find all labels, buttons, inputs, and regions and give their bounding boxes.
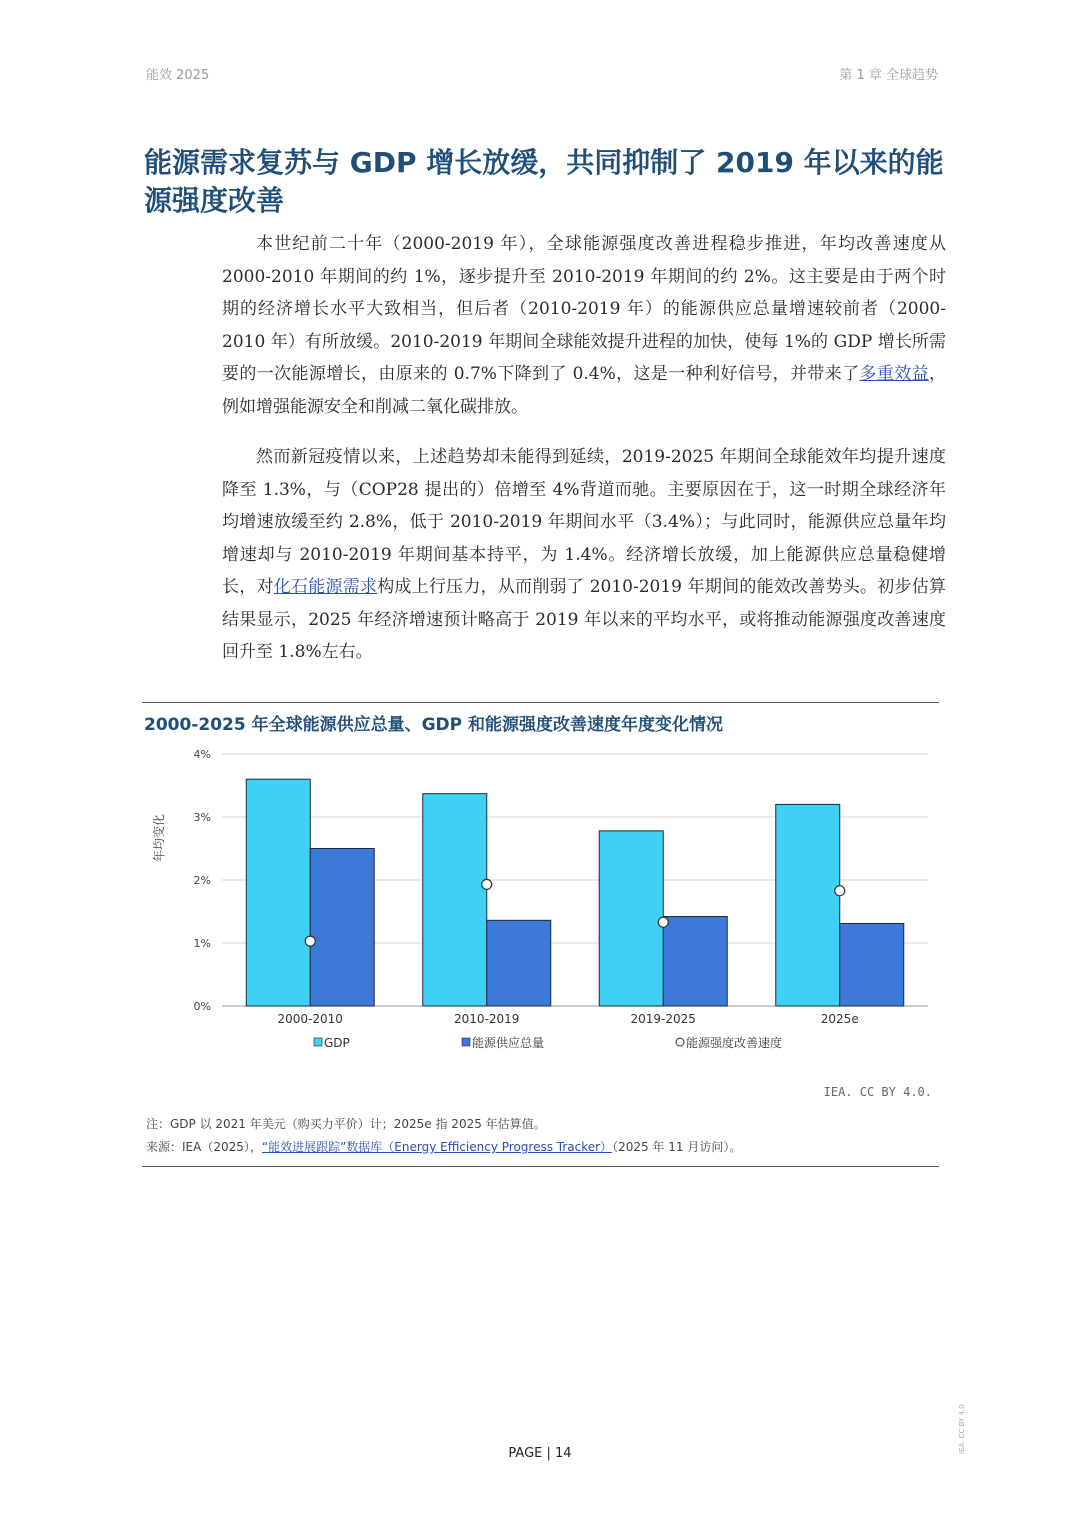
paragraph-2-text-b: 构成上行压力，从而削弱了 2010-2019 年期间的能效改善势头。初步估算结果显示，2025 年经济增速预计略高于 2019 年以来的平均水平，或将推动能源强度改善速度回升至 1.8%左右。 xyxy=(222,577,947,662)
legend-label: 能源供应总量 xyxy=(472,1036,545,1050)
energy-supply-bar xyxy=(487,920,551,1006)
energy-supply-bar xyxy=(840,923,904,1006)
energy-supply-bar xyxy=(310,849,374,1007)
fossil-fuel-demand-link[interactable]: 化石能源需求 xyxy=(273,577,378,597)
y-tick-label: 4% xyxy=(193,748,211,761)
y-tick-label: 2% xyxy=(193,874,211,887)
side-license-mark: IEA. CC BY 4.0 xyxy=(958,1404,966,1454)
chart-bars xyxy=(246,779,904,1006)
running-header-right: 第 1 章 全球趋势 xyxy=(839,68,938,83)
figure-bottom-rule xyxy=(142,1166,939,1167)
figure-credit: IEA. CC BY 4.0. xyxy=(823,1085,932,1099)
chart-legend xyxy=(314,1035,782,1050)
paragraph-1-text-b: ，例如增强能源安全和削减二氧化碳排放。 xyxy=(222,364,947,417)
chart-markers xyxy=(305,879,845,946)
gdp-bar xyxy=(246,779,310,1006)
x-tick-label: 2000-2010 xyxy=(277,1012,343,1026)
source-text-a: 来源：IEA（2025）， xyxy=(146,1140,262,1154)
legend-swatch xyxy=(314,1038,322,1046)
paragraph-1-text-a: 本世纪前二十年（2000-2019 年），全球能源强度改善进程稳步推进，年均改善速度从 2000-2010 年期间的约 1%，逐步提升至 2010-2019 年期间的约 2%。这主要是由于两个时期的经济增长水平大致相当，但后者（2010-2019 年）的能源供应总量增速较前者（2000-2010 年）有所放缓。2010-2019 年期间全球能效提升进程的加快，使每 1%的 GDP 增长所需要的一次能源增长，由原来的 0.7%下降到了 0.4%，这是一种利好信号，并带来了 xyxy=(222,234,946,384)
page-number: PAGE | 14 xyxy=(508,1446,572,1461)
section-title: 能源需求复苏与 GDP 增长放缓，共同抑制了 2019 年以来的能源强度改善 xyxy=(144,146,944,217)
y-axis-title: 年均变化 xyxy=(152,813,166,863)
gdp-bar xyxy=(423,794,487,1006)
intensity-marker xyxy=(482,879,492,889)
co-benefits-link[interactable]: 多重效益 xyxy=(859,364,930,384)
source-text-b: （2025 年 11 月访问）。 xyxy=(612,1140,742,1154)
y-tick-label: 0% xyxy=(193,1000,211,1013)
y-tick-label: 1% xyxy=(193,937,211,950)
running-header-left: 能效 2025 xyxy=(146,68,210,83)
intensity-marker xyxy=(835,886,845,896)
gdp-bar xyxy=(776,804,840,1006)
legend-swatch xyxy=(462,1038,470,1046)
legend-label: 能源强度改善速度 xyxy=(686,1036,783,1050)
paragraph-2-text-a: 然而新冠疫情以来，上述趋势却未能得到延续，2019-2025 年期间全球能效年均提升速度降至 1.3%，与（COP28 提出的）倍增至 4%背道而驰。主要原因在于，这一时期全球经济年均增速放缓至约 2.8%，低于 2010-2019 年期间水平（3.4%）；与此同时，能源供应总量年均增速却与 2010-2019 年期间基本持平，为 1.4%。经济增长放缓，加上能源供应总量稳健增长，对 xyxy=(222,447,946,597)
gdp-bar xyxy=(599,831,663,1006)
x-tick-label: 2019-2025 xyxy=(630,1012,696,1026)
figure-source xyxy=(146,1138,741,1155)
legend-marker xyxy=(676,1038,684,1046)
x-tick-label: 2010-2019 xyxy=(454,1012,520,1026)
legend-label: GDP xyxy=(324,1036,350,1050)
x-tick-label: 2025e xyxy=(820,1012,859,1026)
tracker-database-link[interactable]: “能效进展跟踪”数据库（Energy Efficiency Progress Tracker） xyxy=(261,1140,613,1154)
y-tick-label: 3% xyxy=(193,811,211,824)
chart-title: 2000-2025 年全球能源供应总量、GDP 和能源强度改善速度年度变化情况 xyxy=(144,715,724,735)
intensity-marker xyxy=(305,936,315,946)
figure-note: 注：GDP 以 2021 年美元（购买力平价）计；2025e 指 2025 年估算值。 xyxy=(146,1117,546,1131)
intensity-marker xyxy=(658,917,668,927)
energy-supply-bar xyxy=(663,917,727,1006)
